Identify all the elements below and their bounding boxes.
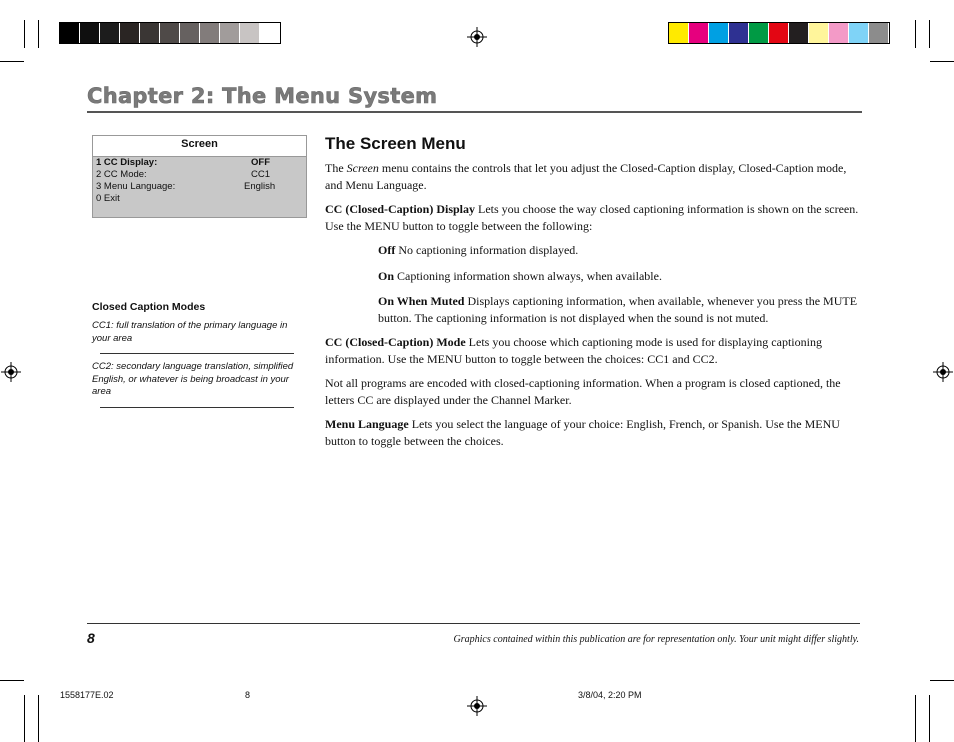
intro-emphasis: Screen [346,161,379,175]
crop-mark [38,20,39,48]
cc-divider [100,407,294,408]
registration-mark-icon [933,362,953,382]
section-title: The Screen Menu [325,134,466,153]
off-term: Off [378,243,396,257]
color-swatch [180,23,200,43]
crop-mark [24,695,25,742]
color-swatch [689,23,709,43]
cc-mode-text: Lets you choose which captioning mode is used for displaying captioning information. Use the MENU button to toggle between the choices: CC1 and CC2. [325,335,822,366]
color-swatch [160,23,180,43]
color-swatch [849,23,869,43]
on-when-muted-term: On When Muted [378,294,465,308]
title-divider [87,111,862,113]
cc1-description: CC1: full translation of the primary language in your area [92,320,288,344]
menu-language-paragraph [325,416,860,449]
cc-display-term: CC (Closed-Caption) Display [325,202,476,216]
intro-paragraph [325,160,860,193]
cc-mode-term: CC (Closed-Caption) Mode [325,335,466,349]
crop-mark [915,695,916,742]
cc-display-paragraph [325,201,860,234]
slug-date: 3/8/04, 2:20 PM [578,690,642,700]
color-swatch [869,23,889,43]
menu-item-value: CC1 [251,169,271,180]
menu-item-label: 1 CC Display: [96,157,158,168]
on-when-muted-option [378,293,860,326]
menu-item-label: 0 Exit [96,193,120,204]
on-term: On [378,269,395,283]
color-swatch [220,23,240,43]
color-swatch [709,23,729,43]
screen-menu-illustration [92,135,307,218]
off-option [378,242,860,259]
crop-mark [930,61,954,62]
color-swatch [809,23,829,43]
color-swatch [260,23,280,43]
color-swatch [100,23,120,43]
on-text: Captioning information shown always, when available. [394,269,662,283]
color-swatch [789,23,809,43]
on-option [378,268,860,285]
color-swatch [669,23,689,43]
footer-disclaimer: Graphics contained within this publication are for representation only. Your unit might differ slightly. [453,634,859,645]
cc-divider [100,353,294,354]
crop-mark [929,20,930,48]
crop-mark [0,680,24,681]
intro-text: menu contains the controls that let you adjust the Closed-Caption display, Closed-Caption mode, and Menu Language. [325,161,847,192]
menu-language-term: Menu Language [325,417,409,431]
on-when-muted-text: Displays captioning information, when available, whenever you press the MUTE button. The captioning information is not displayed when the sound is not muted. [378,294,858,325]
page-number: 8 [87,630,95,646]
crop-mark [0,61,24,62]
menu-item-label: 3 Menu Language: [96,181,176,192]
cc-mode-paragraph [325,334,860,367]
cc-modes-title: Closed Caption Modes [92,301,206,313]
cc2-description: CC2: secondary language translation, simplified English, or whatever is being broadcast in your area [92,361,294,397]
color-swatch [769,23,789,43]
crop-mark [929,695,930,742]
crop-mark [930,680,954,681]
slug-file-code: 1558177E.02 [60,690,114,700]
grayscale-bar [59,22,281,44]
footer-divider [87,623,860,624]
intro-text: The [325,161,347,175]
color-swatch [60,23,80,43]
menu-language-text: Lets you select the language of your choice: English, French, or Spanish. Use the MENU button to toggle between the choices. [325,417,840,448]
color-swatch [240,23,260,43]
color-swatch [200,23,220,43]
color-swatch [120,23,140,43]
off-text: No captioning information displayed. [395,243,579,257]
screen-menu-heading: Screen [93,136,306,157]
crop-mark [24,20,25,48]
not-all-paragraph: Not all programs are encoded with closed-captioning information. When a program is closed captioned, the letters CC are displayed under the Channel Marker. [325,376,841,407]
slug-page: 8 [245,690,251,700]
crop-mark [38,695,39,742]
chapter-title: Chapter 2: The Menu System [87,84,438,108]
color-swatch [80,23,100,43]
menu-item-value: English [244,181,276,192]
registration-mark-icon [467,696,487,716]
color-swatch [749,23,769,43]
crop-mark [915,20,916,48]
color-swatch [729,23,749,43]
registration-mark-icon [1,362,21,382]
cc-display-text: Lets you choose the way closed captioning information is shown on the screen. Use the MENU button to toggle between the following: [325,202,859,233]
color-bar [668,22,890,44]
menu-item-label: 2 CC Mode: [96,169,147,180]
menu-item-value: OFF [251,157,270,168]
color-swatch [140,23,160,43]
color-swatch [829,23,849,43]
registration-mark-icon [467,27,487,47]
